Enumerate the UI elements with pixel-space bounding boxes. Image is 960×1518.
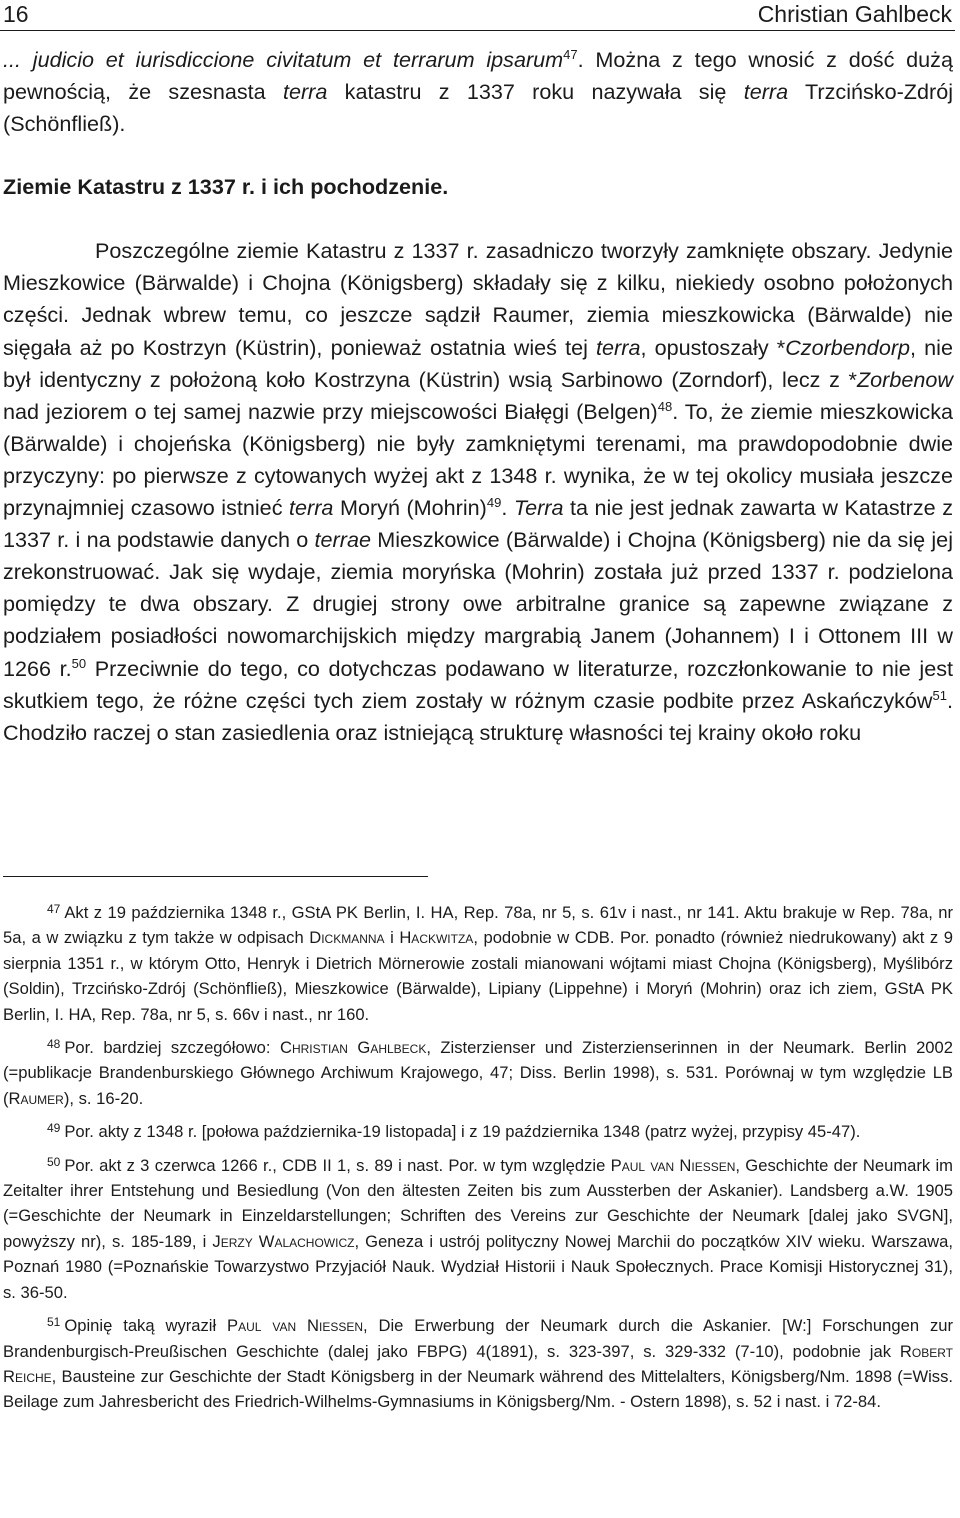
- italic-run: terra: [596, 334, 641, 360]
- footnote-text: [64, 1122, 860, 1141]
- text-run: , opustoszały *: [640, 334, 786, 360]
- text-run: Akt z 19 października 1348 r., GStA PK Berlin, I. HA, Rep. 78a, nr 5, s. 61v i nast., nr 141. Aktu brakuje w Rep. 78a, nr 5a, a w związku z tym także w odpisach: [3, 903, 953, 948]
- text-run: .: [501, 495, 514, 521]
- text-run: Trzcińsko-Zdrój (Schönfließ).: [3, 79, 954, 137]
- footnote-text: [3, 1156, 953, 1302]
- footnote-49: [3, 1119, 953, 1144]
- italic-run: terra: [743, 79, 789, 105]
- text-run: Por. bardziej szczegółowo:: [64, 1038, 280, 1058]
- paragraph-main: [3, 235, 953, 749]
- footnote-text: [3, 1038, 953, 1108]
- footnote-ref: 49: [486, 495, 502, 511]
- footnotes: [3, 900, 953, 1423]
- author-name: Paul van Niessen: [227, 1316, 364, 1336]
- footnote-number: 47: [47, 902, 61, 916]
- italic-run: terra: [289, 495, 334, 521]
- italic-run: terrae: [314, 527, 371, 553]
- running-head: Christian Gahlbeck: [757, 1, 952, 27]
- paragraph-intro: [3, 44, 953, 140]
- footnote-text: [3, 903, 953, 1024]
- text-run: . Chodziło raczej o stan zasiedlenia oraz istniejącą strukturę własności tej krainy około roku: [3, 687, 953, 745]
- page-header: [0, 0, 955, 31]
- text-run: Poszczególne ziemie Katastru z 1337 r. zasadniczo tworzyły zamknięte obszary. Jedynie Mieszkowice (Bärwalde) i Chojna (Königsberg) składały się z kilku, niekiedy osobno położonych części. Jednak wbrew temu, co jeszcze sądził Raumer, ziemia mieszkowicka (Bärwalde) nie sięgała aż po Kostrzyn (Küstrin), ponieważ ostatnia wieś tej: [3, 238, 953, 360]
- footnote-48: [3, 1035, 953, 1111]
- text-run: nad jeziorem o tej samej nazwie przy miejscowości Białęgi (Belgen): [3, 398, 658, 424]
- page-number: 16: [3, 1, 29, 27]
- text-run: Moryń (Mohrin): [333, 495, 487, 521]
- italic-run: terra: [282, 79, 328, 105]
- text-run: , Bausteine zur Geschichte der Stadt Königsberg in der Neumark während des Mittelalters, Königsberg/Nm. 1898 (=Wiss. Beilage zum Jahresbericht des Friedrich-Wilhelms-Gymnasiums in Königsberg/Nm. - Ostern 1898), s. 52 i nast. i 72-84.: [3, 1366, 953, 1412]
- author-name: Jerzy Walachowicz: [212, 1231, 355, 1251]
- text-run: , podobnie w CDB. Por. ponadto (również niedrukowany) akt z 9 sierpnia 1351 r., w którym Otto, Henryk i Dietrich Mörnerowie zostali mianowani wójtami miast Chojna (Königsberg), Myślibórz (Soldin), Trzcińsko-Zdrój (Schönfließ), Mieszkowice (Bärwalde), Lipiany (Lippehne) i Moryń (Mohrin) oraz ich ziem, GStA PK Berlin, I. HA, Rep. 78a, nr 5, s. 66v i nast., nr 160.: [3, 928, 953, 1024]
- italic-run: ... judicio et iurisdiccione civitatum et terrarum ipsarum: [3, 47, 564, 72]
- footnote-divider: [3, 876, 428, 877]
- author-name: Hackwitza: [399, 928, 474, 948]
- footnote-51: [3, 1313, 953, 1415]
- author-name: Robert Reiche: [3, 1341, 953, 1386]
- footnote-ref: 51: [932, 687, 947, 703]
- footnote-50: [3, 1153, 953, 1305]
- text-run: katastru z 1337 roku nazywała się: [327, 79, 744, 105]
- text-run: Przeciwnie do tego, co dotychczas podawano w literaturze, rozczłonkowanie to nie jest skutkiem tego, że różne części tych ziem zostały w różnym czasie podbite przez Askańczyków: [3, 655, 953, 713]
- footnote-number: 51: [47, 1315, 61, 1330]
- text-run: , Die Erwerbung der Neumark durch die Askanier. [W:] Forschungen zur Brandenburgisch-Preußischen Geschichte (dalej jako FBPG) 4(1891), s. 323-397, s. 329-332 (7-10), podobnie jak: [3, 1316, 953, 1361]
- footnote-text: [3, 1316, 953, 1411]
- section-heading: Ziemie Katastru z 1337 r. i ich pochodzenie.: [3, 174, 449, 200]
- author-name: Dickmanna: [309, 928, 385, 948]
- text-run: i: [384, 928, 400, 948]
- author-name: Paul van Niessen: [610, 1155, 736, 1175]
- text-run: Mieszkowice (Bärwalde) i Chojna (Königsberg) nie da się jej zrekonstruować. Jak się wydaje, ziemia moryńska (Mohrin) została już przed 1337 r. podzielona pomiędzy te dwa obszary. Z drugiej strony owe arbitralne granice są zapewne związane z podziałem posiadłości nowomarchijskich między margrabią Janem (Johannem) I i Ottonem III w 1266 r.: [3, 527, 953, 681]
- footnote-number: 49: [47, 1121, 61, 1136]
- text-run: Opinię taką wyraził: [64, 1316, 228, 1336]
- italic-run: Zorbenow: [856, 366, 953, 392]
- italic-run: Czorbendorp: [785, 334, 911, 360]
- author-name: Raumer: [8, 1088, 64, 1108]
- author-name: Christian Gahlbeck: [279, 1038, 427, 1058]
- text-run: , Geneza i ustrój polityczny Nowej Marchii do początków XIV wieku. Warszawa, Poznań 1980 (=Poznańskie Towarzystwo Przyjaciół Nauk. Wydział Historii i Nauk Społecznych. Prace Komisji Historycznej 31), s. 36-50.: [3, 1231, 953, 1302]
- footnote-number: 50: [47, 1154, 61, 1169]
- text-run: Por. akty z 1348 r. [połowa października-19 listopada] i z 19 października 1348 (patrz wyżej, przypisy 45-47).: [64, 1122, 861, 1142]
- text-run: . To, że ziemie mieszkowicka (Bärwalde) i chojeńska (Königsberg) nie były zamkniętymi terenami, ma prawdopodobnie dwie przyczyny: po pierwsze z cytowanych wyżej akt z 1348 r. wynika, że w tej okolicy musiała jeszcze przynajmniej czasowo istnieć: [3, 398, 954, 521]
- footnote-ref: 47: [563, 47, 578, 62]
- text-run: ), s. 16-20.: [63, 1088, 144, 1108]
- text-run: Por. akt z 3 czerwca 1266 r., CDB II 1, s. 89 i nast. Por. w tym względzie: [64, 1155, 611, 1175]
- footnote-number: 48: [47, 1037, 61, 1052]
- text-run: , nie był identyczny z położoną koło Kostrzyna (Küstrin) wsią Sarbinowo (Zorndorf), lecz z *: [3, 334, 953, 392]
- italic-run: Terra: [513, 495, 564, 521]
- text-run: . Można z tego wnosić z dość dużą pewnością, że szesnasta: [3, 47, 953, 105]
- footnote-ref: 48: [657, 398, 673, 414]
- text-run: , Zisterzienser und Zisterzienserinnen in der Neumark. Berlin 2002 (=publikacje Brandenburskiego Głównego Archiwum Krajowego, 47; Diss. Berlin 1998), s. 531. Porównaj w tym względzie LB (: [3, 1038, 953, 1108]
- text-run: ta nie jest jednak zawarta w Katastrze z 1337 r. i na podstawie danych o: [3, 495, 953, 553]
- footnote-ref: 50: [71, 655, 87, 671]
- body-text: [3, 44, 953, 749]
- footnote-47: [3, 900, 953, 1027]
- text-run: , Geschichte der Neumark im Zeitalter ihrer Entstehung und Besiedlung (Von den ältesten Zeiten bis zum Aussterben der Askanier). Landsberg a.W. 1905 (=Geschichte der Neumark in Einzeldarstellungen; Schriften des Vereins zur Geschichte der Neumark [dalej jako SVGN], powyższy nr), s. 185-189, i: [3, 1155, 954, 1251]
